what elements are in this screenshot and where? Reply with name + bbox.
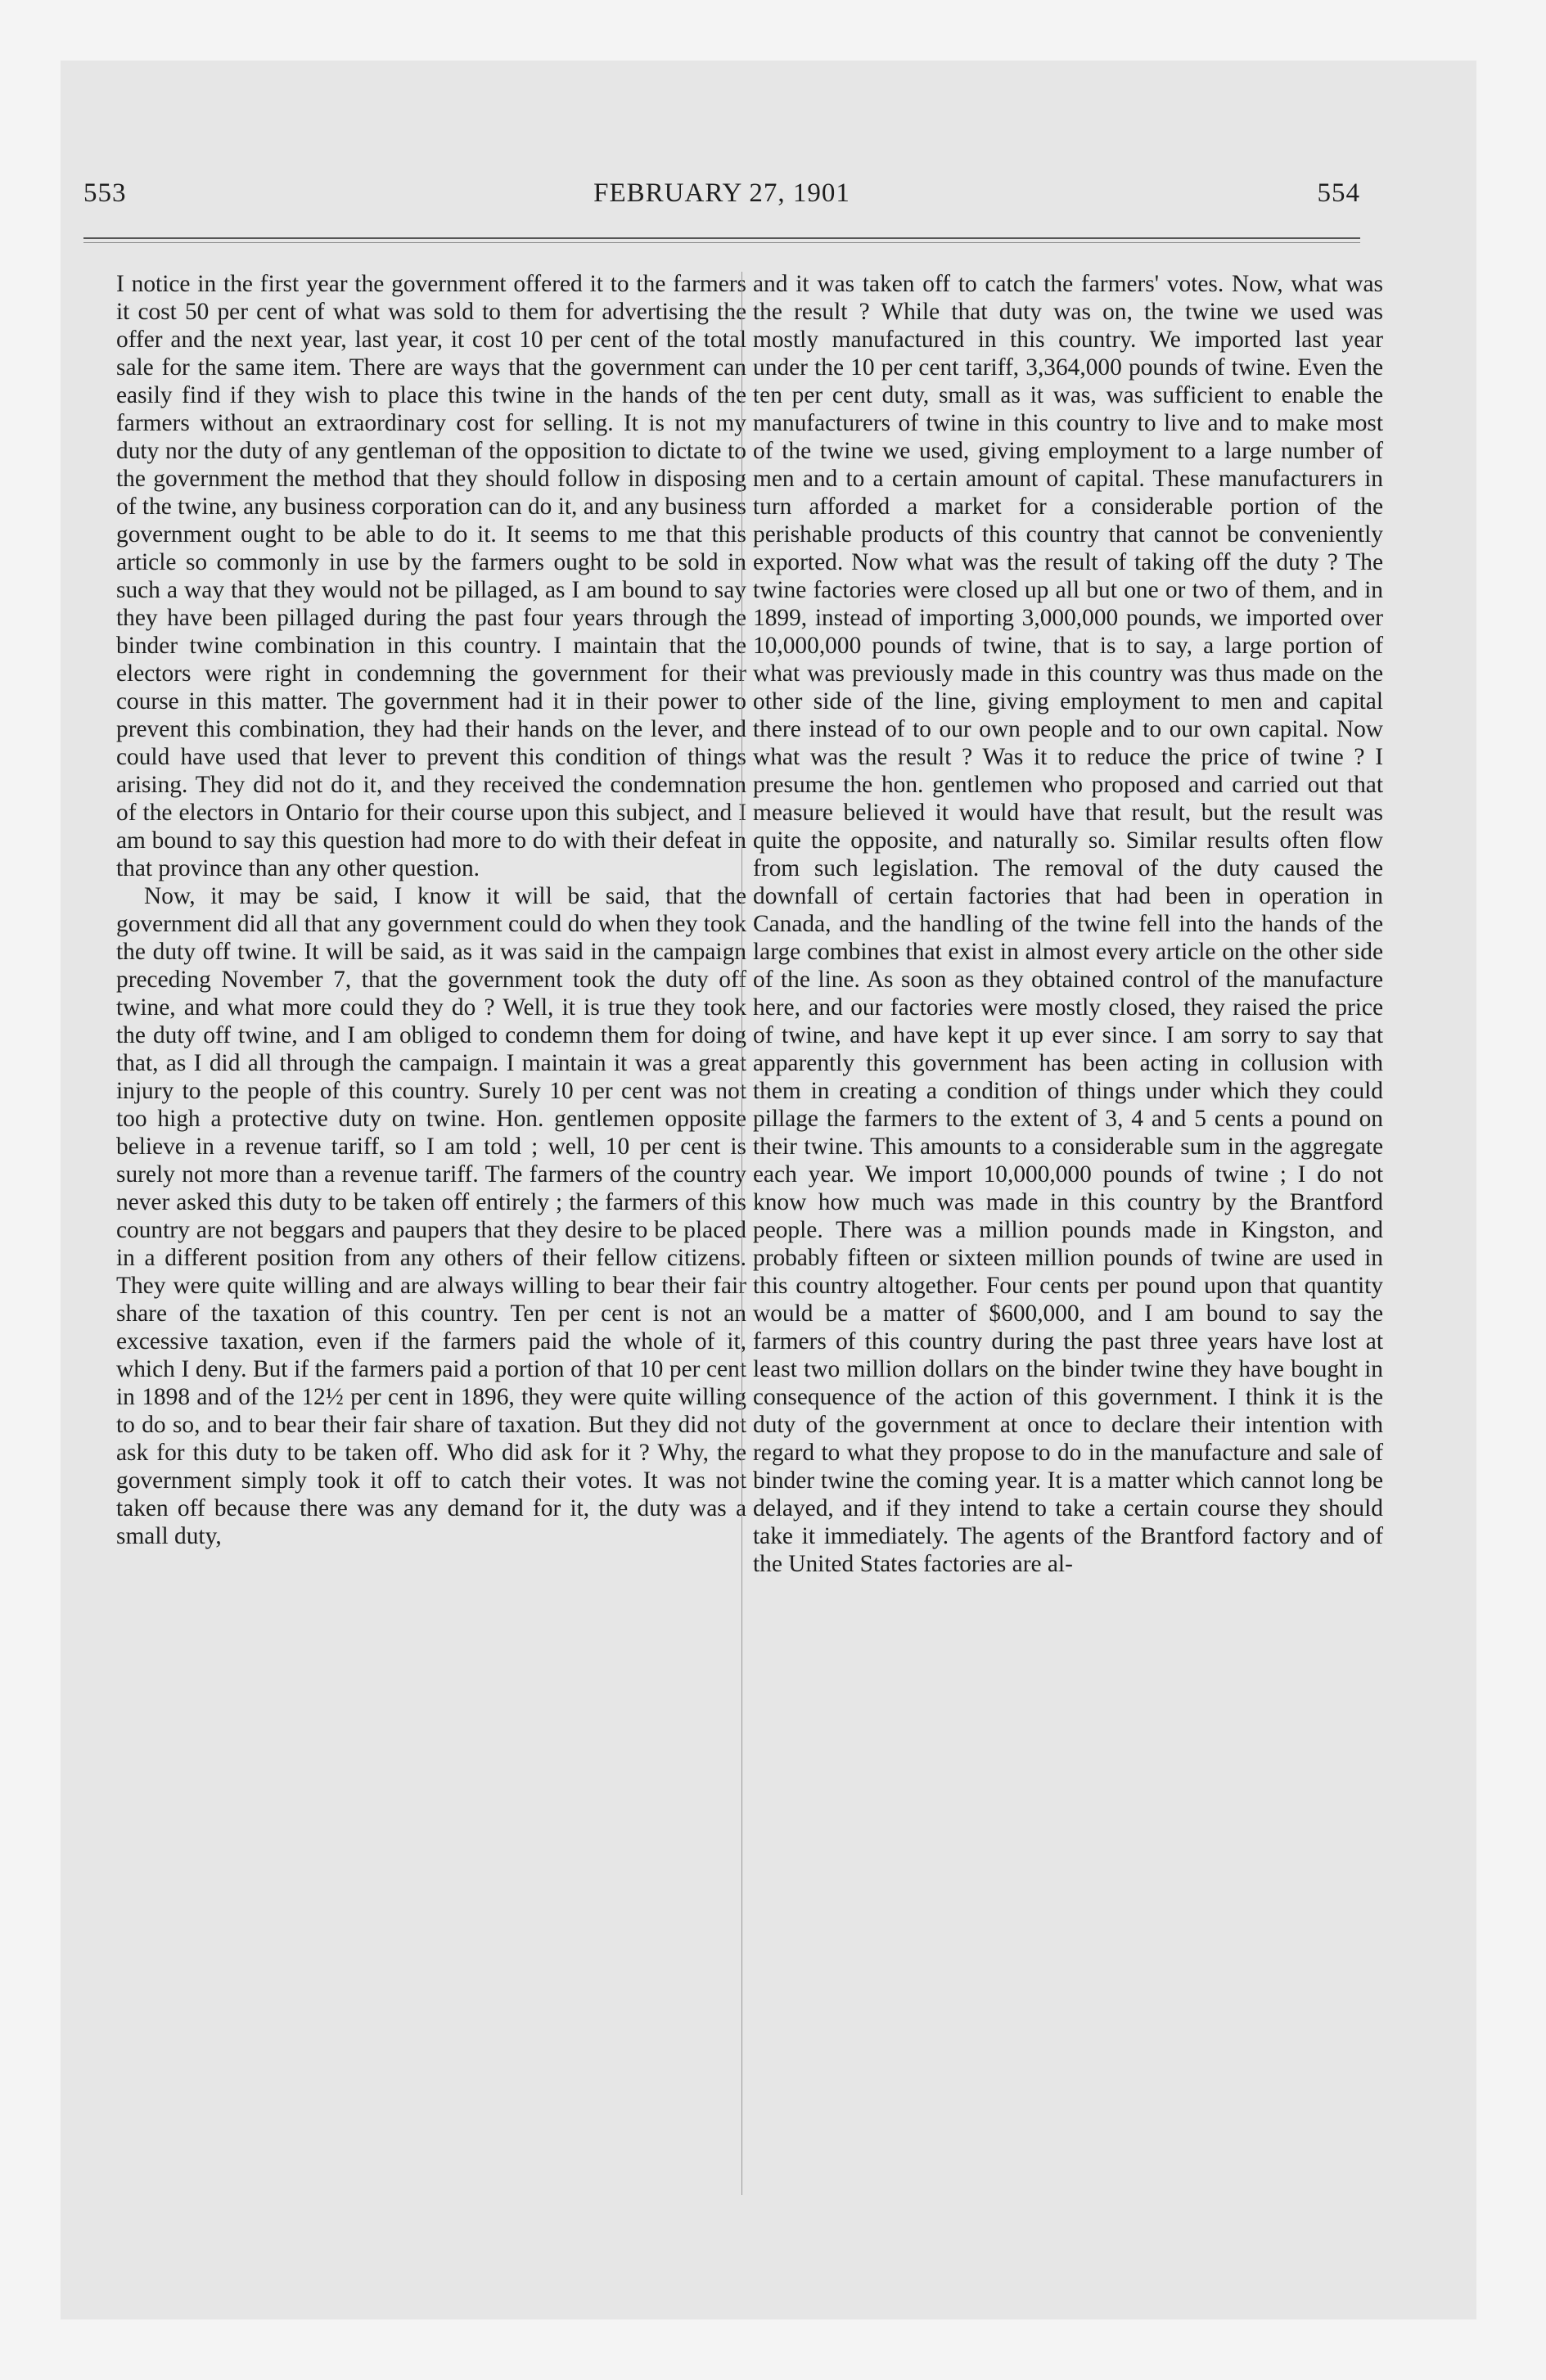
page-number-left: 553 bbox=[83, 178, 127, 208]
header-rule bbox=[83, 237, 1360, 239]
left-column bbox=[116, 270, 746, 1550]
header-rule-thin bbox=[83, 242, 1360, 243]
column-divider bbox=[741, 272, 742, 2195]
page-number-right: 554 bbox=[1317, 178, 1360, 208]
paragraph: and it was taken off to catch the farmers' votes. Now, what was the result ? While that duty was on, the twine we used was mostly manufactured in this country. We imported last year under the 10 per cent tariff, 3,364,000 pounds of twine. Even the ten per cent duty, small as it was, was sufficient to enable the manufacturers of twine in this country to live and to make most of the twine we used, giving employment to a large number of men and to a certain amount of capital. These manufacturers in turn afforded a market for a considerable portion of the perishable products of this country that cannot be conveniently exported. Now what was the result of taking off the duty ? The twine factories were closed up all but one or two of them, and in 1899, instead of importing 3,000,000 pounds, we imported over 10,000,000 pounds of twine, that is to say, a large portion of what was previously made in this country was thus made on the other side of the line, giving employment to men and capital there instead of to our own people and to our own capital. Now what was the result ? Was it to reduce the price of twine ? I presume the hon. gentlemen who proposed and carried out that measure believed it would have that result, but the result was quite the opposite, and naturally so. Similar results often flow from such legislation. The removal of the duty caused the downfall of certain factories that had been in operation in Canada, and the handling of the twine fell into the hands of the large combines that exist in almost every article on the other side of the line. As soon as they obtained control of the manufacture here, and our factories were mostly closed, they raised the price of twine, and have kept it up ever since. I am sorry to say that apparently this government has been acting in collusion with them in creating a condition of things under which they could pillage the farmers to the extent of 3, 4 and 5 cents a pound on their twine. This amounts to a considerable sum in the aggregate each year. We import 10,000,000 pounds of twine ; I do not know how much was made in this country by the Brantford people. There was a million pounds made in Kingston, and probably fifteen or sixteen million pounds of twine are used in this country altogether. Four cents per pound upon that quantity would be a matter of $600,000, and I am bound to say the farmers of this country during the past three years have lost at least two million dollars on the binder twine they have bought in consequence of the action of this government. I think it is the duty of the government at once to declare their intention with regard to what they propose to do in the manufacture and sale of binder twine the coming year. It is a matter which cannot long be delayed, and if they intend to take a certain course they should take it immediately. The agents of the Brantford factory and of the United States factories are al- bbox=[753, 271, 1383, 1577]
paragraph: Now, it may be said, I know it will be said, that the government did all that any government could do when they took the duty off twine. It will be said, as it was said in the campaign preceding November 7, that the government took the duty off twine, and what more could they do ? Well, it is true they took the duty off twine, and I am obliged to condemn them for doing that, as I did all through the campaign. I maintain it was a great injury to the people of this country. Surely 10 per cent was not too high a protective duty on twine. Hon. gentlemen opposite believe in a revenue tariff, so I am told ; well, 10 per cent is surely not more than a revenue tariff. The farmers of the country never asked this duty to be taken off entirely ; the farmers of this country are not beggars and paupers that they desire to be placed in a different position from any others of their fellow citizens. They were quite willing and are always willing to bear their fair share of the taxation of this country. Ten per cent is not an excessive taxation, even if the farmers paid the whole of it, which I deny. But if the farmers paid a portion of that 10 per cent in 1898 and of the 12½ per cent in 1896, they were quite willing to do so, and to bear their fair share of taxation. But they did not ask for this duty to be taken off. Who did ask for it ? Why, the government simply took it off to catch their votes. It was not taken off because there was any demand for it, the duty was a small duty, bbox=[116, 883, 746, 1549]
right-column bbox=[753, 270, 1383, 1578]
paragraph: I notice in the first year the government offered it to the farmers it cost 50 per cent of what was sold to them for advertising the offer and the next year, last year, it cost 10 per cent of the total sale for the same item. There are ways that the government can easily find if they wish to place this twine in the hands of the farmers without an extraordinary cost for selling. It is not my duty nor the duty of any gentleman of the opposition to dictate to the government the method that they should follow in disposing of the twine, any business corporation can do it, and any business government ought to be able to do it. It seems to me that this article so commonly in use by the farmers ought to be sold in such a way that they would not be pillaged, as I am bound to say they have been pillaged during the past four years through the binder twine combination in this country. I maintain that the electors were right in condemning the government for their course in this matter. The government had it in their power to prevent this combination, they had their hands on the lever, and could have used that lever to prevent this condition of things arising. They did not do it, and they received the condemnation of the electors in Ontario for their course upon this subject, and I am bound to say this question had more to do with their defeat in that province than any other question. bbox=[116, 271, 746, 881]
page-header bbox=[83, 178, 1360, 211]
page-date: FEBRUARY 27, 1901 bbox=[593, 178, 850, 208]
